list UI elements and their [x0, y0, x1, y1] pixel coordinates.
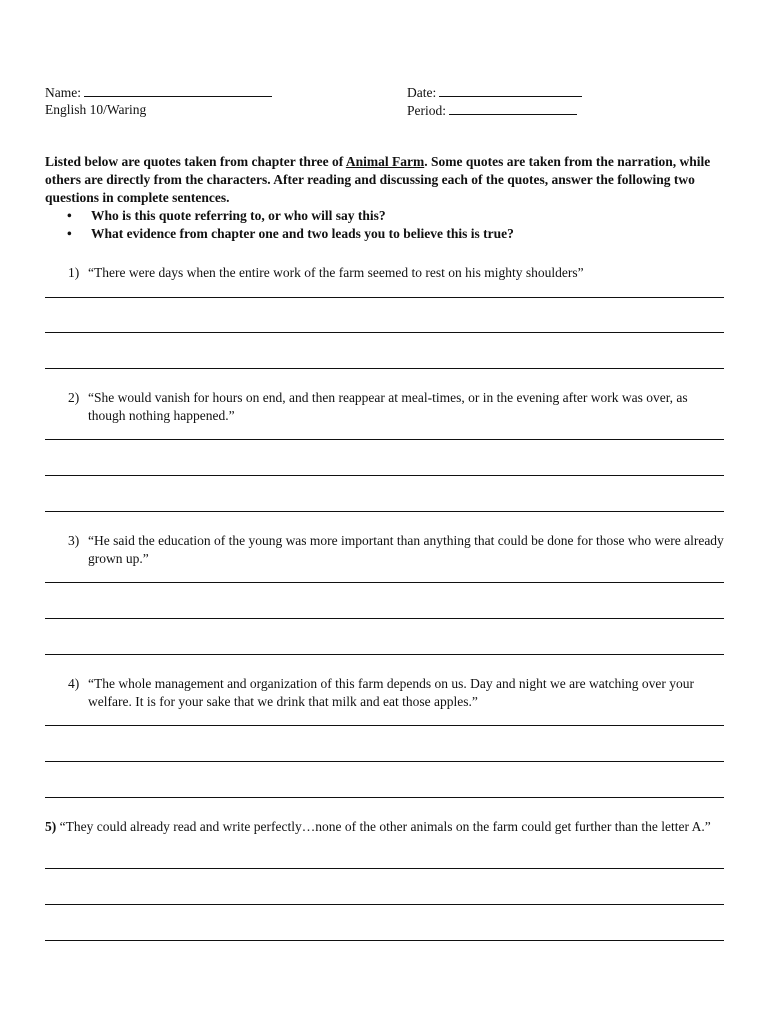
question-text: “There were days when the entire work of the farm seemed to rest on his mighty shoulders”: [88, 265, 584, 280]
answer-line[interactable]: [45, 439, 724, 440]
question-4: [45, 675, 725, 711]
name-label: Name:: [45, 85, 81, 100]
date-label: Date:: [407, 85, 437, 100]
answer-line[interactable]: [45, 868, 724, 869]
bullet-text: Who is this quote referring to, or who will say this?: [91, 208, 386, 223]
name-blank-line[interactable]: [84, 83, 272, 97]
instructions-paragraph: [45, 153, 725, 207]
answer-line[interactable]: [45, 475, 724, 476]
bullet-icon: •: [67, 226, 72, 241]
question-number: 1): [68, 265, 80, 280]
question-text: “She would vanish for hours on end, and then reappear at meal-times, or in the evening after work was over, as though nothing happened.”: [88, 390, 688, 423]
question-number: 2): [68, 390, 80, 405]
period-field: [407, 101, 577, 120]
question-5: [45, 818, 725, 836]
question-text: [45, 818, 725, 836]
instructions-text-end: . Some quotes are taken from the narration, while others are directly from the characters. After reading and discussing each of the quotes, answer the following two questions in complete sentences.: [45, 154, 711, 205]
instructions: [45, 153, 725, 243]
answer-line[interactable]: [45, 618, 724, 619]
question-1: [45, 264, 725, 282]
question-quote: “They could already read and write perfectly…none of the other animals on the farm could get further than the letter A.”: [56, 819, 711, 834]
header-row-1: [45, 83, 725, 101]
bullet-item: [45, 207, 725, 225]
answer-line[interactable]: [45, 511, 724, 512]
answer-line[interactable]: [45, 797, 724, 798]
answer-line[interactable]: [45, 332, 724, 333]
name-field: [45, 83, 272, 102]
question-text: “He said the education of the young was more important than anything that could be done for those who were already grown up.”: [88, 533, 724, 566]
date-blank-line[interactable]: [439, 83, 582, 97]
answer-line[interactable]: [45, 904, 724, 905]
book-title: Animal Farm: [345, 154, 425, 169]
question-number: 3): [68, 533, 80, 548]
question-2: [45, 389, 725, 425]
question-number: 4): [68, 676, 80, 691]
period-label: Period:: [407, 103, 446, 118]
answer-line[interactable]: [45, 368, 724, 369]
bullet-item: [45, 225, 725, 243]
question-3: [45, 532, 725, 568]
answer-line[interactable]: [45, 582, 724, 583]
question-number: 5): [45, 819, 57, 834]
answer-line[interactable]: [45, 654, 724, 655]
answer-line[interactable]: [45, 940, 724, 941]
instructions-text-start: Listed below are quotes taken from chapter three of: [45, 154, 346, 169]
date-field: [407, 83, 582, 102]
question-text: “The whole management and organization of this farm depends on us. Day and night we are watching over your welfare. It is for your sake that we drink that milk and eat those apples.”: [88, 676, 694, 709]
answer-line[interactable]: [45, 725, 724, 726]
period-blank-line[interactable]: [449, 101, 577, 115]
bullet-text: What evidence from chapter one and two leads you to believe this is true?: [91, 226, 514, 241]
class-label: English 10/Waring: [45, 102, 147, 117]
bullet-icon: •: [67, 208, 72, 223]
header-row-2: [45, 101, 725, 119]
instruction-bullets: [45, 207, 725, 243]
answer-line[interactable]: [45, 761, 724, 762]
answer-line[interactable]: [45, 297, 724, 298]
